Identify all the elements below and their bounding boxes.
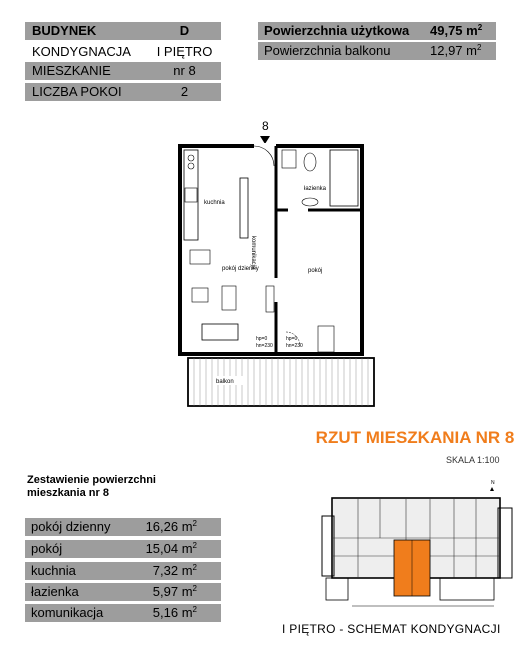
info-row-rooms (25, 83, 221, 101)
wardrobe-icon (318, 326, 334, 352)
toilet-icon (304, 153, 316, 171)
info-label: KONDYGNACJA (32, 44, 131, 59)
floor-plan (170, 118, 380, 410)
summary-value: 5,16 $m^2$ (152, 605, 197, 620)
floor-schematic (318, 478, 523, 613)
summary-value: 5,97 $m^2$ (152, 584, 197, 599)
info-value: nr 8 (173, 63, 196, 78)
summary-value: 15,04 $m^2$ (145, 541, 197, 556)
area-row-usable (258, 22, 496, 40)
schematic-caption: I PIĘTRO - SCHEMAT KONDYGNACJI (282, 622, 501, 636)
summary-row (25, 518, 221, 536)
stove-burner-icon (188, 163, 194, 169)
balcony-area-value: 12,97 $m^2$ (430, 43, 482, 58)
coffee-table-icon (222, 286, 236, 310)
kitchen-counter (184, 150, 198, 240)
door-note: hn=230 (256, 343, 273, 349)
bathroom-door-gap (288, 207, 308, 213)
summary-label: kuchnia (31, 563, 76, 578)
balcony-area-label: Powierzchnia balkonu (264, 43, 391, 58)
scale-label: SKALA 1:100 (446, 455, 500, 465)
washbasin-icon (302, 198, 318, 206)
summary-row (25, 540, 221, 558)
summary-label: pokój dzienny (31, 519, 111, 534)
summary-row (25, 583, 221, 601)
sofa-icon (202, 324, 238, 340)
schematic-balcony (440, 578, 494, 600)
room-label: pokój (308, 268, 323, 274)
info-value: D (179, 23, 190, 38)
summary-value: 7,32 $m^2$ (152, 563, 197, 578)
corridor-label: komunikacja (250, 236, 256, 270)
summary-value: 16,26 $m^2$ (145, 519, 197, 534)
schematic-balcony (326, 578, 348, 600)
living-room-label: pokój dzienny (222, 266, 259, 272)
summary-row (25, 562, 221, 580)
entry-number: 8 (262, 119, 269, 133)
info-label: MIESZKANIE (32, 63, 111, 78)
plan-title: RZUT MIESZKANIA NR 8 (315, 428, 515, 447)
north-label: N (491, 480, 495, 486)
info-label: LICZBA POKOI (32, 84, 122, 99)
info-row-apartment (25, 62, 221, 80)
info-value: 2 (180, 84, 189, 99)
area-row-balcony (258, 42, 496, 60)
kitchen-cabinet (240, 178, 248, 238)
summary-label: łazienka (31, 584, 79, 599)
kitchen-label: kuchnia (204, 200, 225, 206)
balcony-label: balkon (216, 379, 234, 385)
dining-table-icon (190, 250, 210, 264)
info-value: I PIĘTRO (156, 44, 213, 59)
sink-icon (185, 188, 197, 202)
summary-label: komunikacja (31, 605, 104, 620)
door-note: hp=0 (286, 336, 298, 342)
usable-area-value: 49,75 $m^2$ (430, 23, 483, 38)
armchair-icon (192, 288, 208, 302)
door-note: hn=230 (286, 343, 303, 349)
bathroom-label: łazienka (304, 186, 327, 192)
bathtub-icon (330, 150, 358, 206)
tv-unit-icon (266, 286, 274, 312)
entry-arrow-icon (260, 136, 270, 144)
info-label: BUDYNEK (32, 23, 97, 38)
north-arrow-icon (490, 487, 494, 491)
summary-title: Zestawienie powierzchni mieszkania nr 8 (27, 474, 156, 499)
usable-area-label: Powierzchnia użytkowa (264, 23, 410, 38)
washing-machine-icon (282, 150, 296, 168)
summary-row (25, 604, 221, 622)
info-row-floor (25, 43, 221, 61)
door-note: hp=0 (256, 336, 268, 342)
info-row-building (25, 22, 221, 40)
summary-label: pokój (31, 541, 63, 556)
stove-burner-icon (188, 155, 194, 161)
